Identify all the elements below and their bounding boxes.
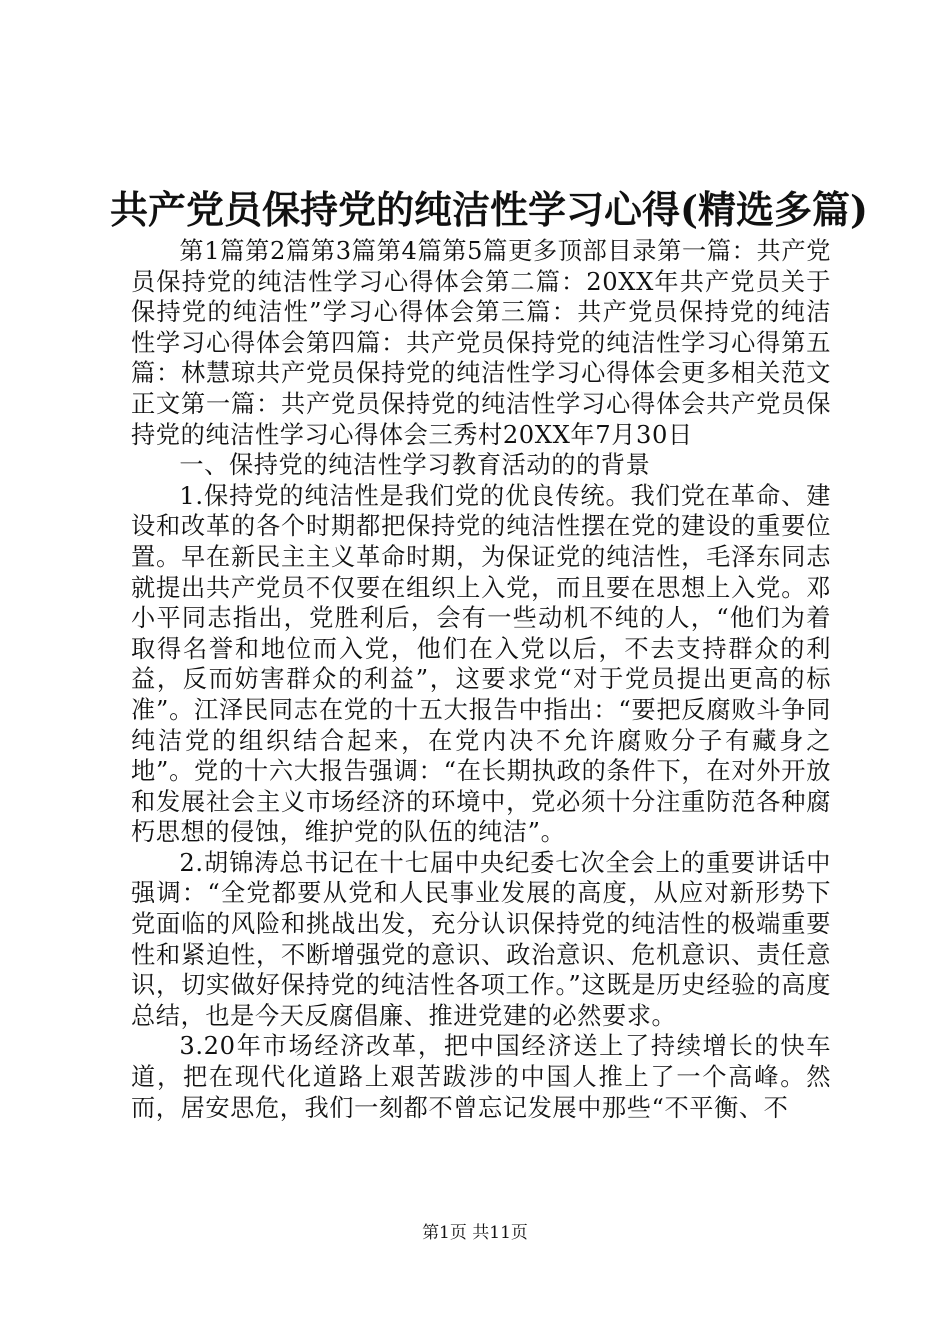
document-title: 共产党员保持党的纯洁性学习心得(精选多篇) [110,187,868,232]
paragraph-point-3: 3.20年市场经济改革，把中国经济送上了持续增长的快车道，把在现代化道路上艰苦跋涉的中国人推上了一个高峰。然而，居安思危，我们一刻都不曾忘记发展中那些“不平衡、不 [131,1032,831,1122]
paragraph-section-heading: 一、保持党的纯洁性学习教育活动的的背景 [179,451,651,480]
paragraph-table-of-contents: 第1篇第2篇第3篇第4篇第5篇更多顶部目录第一篇：共产党员保持党的纯洁性学习心得体会第二篇：20XX年共产党员关于保持党的纯洁性”学习心得体会第三篇：共产党员保持党的纯洁性学习心得体会第四篇：共产党员保持党的纯洁性学习心得第五篇：林慧琼共产党员保持党的纯洁性学习心得体会更多相关范文正文第一篇：共产党员保持党的纯洁性学习心得体会共产党员保持党的纯洁性学习心得体会三秀村20XX年7月30日 [131,237,831,449]
paragraph-point-2: 2.胡锦涛总书记在十七届中央纪委七次全会上的重要讲话中强调：“全党都要从党和人民事业发展的高度，从应对新形势下党面临的风险和挑战出发，充分认识保持党的纯洁性的极端重要性和紧迫性，不断增强党的意识、政治意识、危机意识、责任意识，切实做好保持党的纯洁性各项工作。”这既是历史经验的高度总结，也是今天反腐倡廉、推进党建的必然要求。 [131,848,831,1030]
paragraph-point-1: 1.保持党的纯洁性是我们党的优良传统。我们党在革命、建设和改革的各个时期都把保持党的纯洁性摆在党的建设的重要位置。早在新民主主义革命时期，为保证党的纯洁性，毛泽东同志就提出共产党员不仅要在组织上入党，而且要在思想上入党。邓小平同志指出，党胜利后，会有一些动机不纯的人，“他们为着取得名誉和地位而入党，他们在入党以后，不去支持群众的利益，反而妨害群众的利益”，这要求党“对于党员提出更高的标准”。江泽民同志在党的十五大报告中指出：“要把反腐败斗争同纯洁党的组织结合起来，在党内决不允许腐败分子有藏身之地”。党的十六大报告强调：“在长期执政的条件下，在对外开放和发展社会主义市场经济的环境中，党必须十分注重防范各种腐朽思想的侵蚀，维护党的队伍的纯洁”。 [131,481,831,847]
page-footer: 第1页 共11页 [422,1223,528,1243]
document-body [131,236,831,1123]
